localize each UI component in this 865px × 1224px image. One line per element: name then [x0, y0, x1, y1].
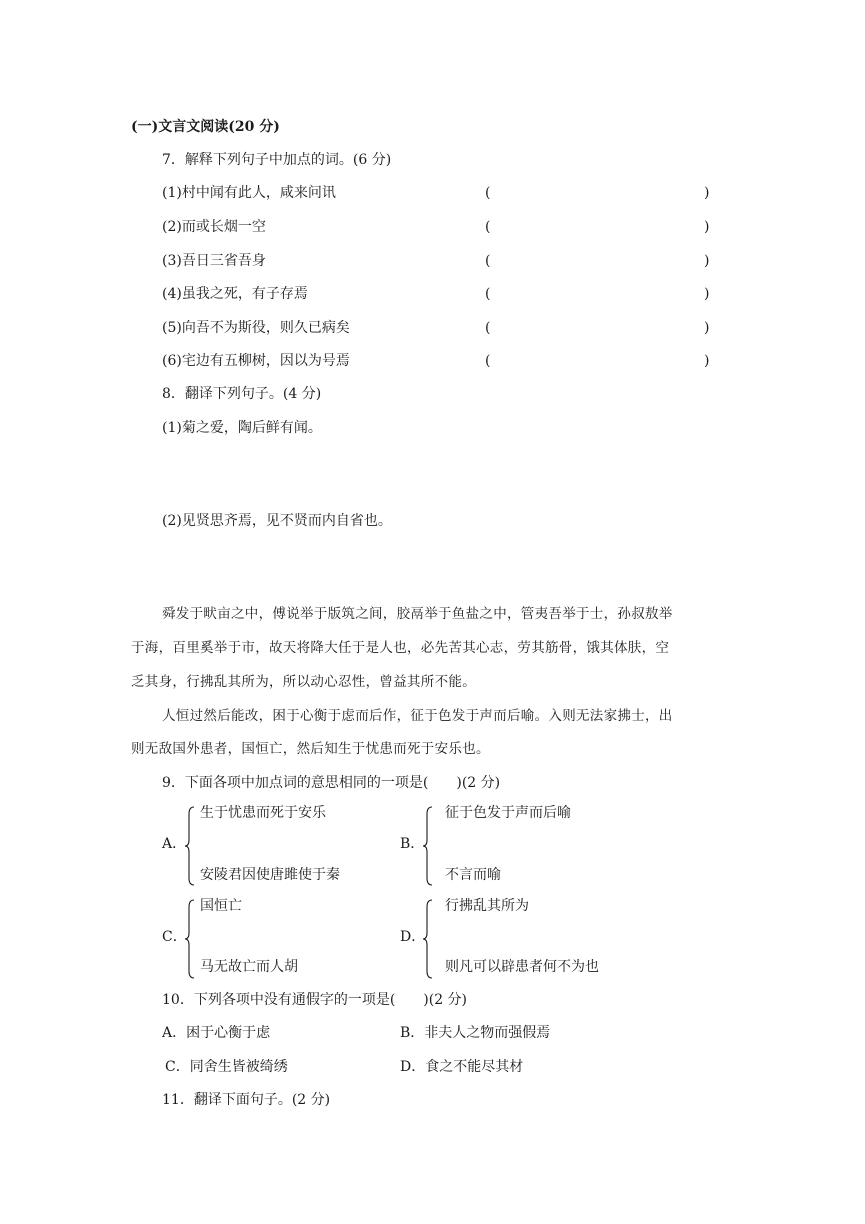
- q7-item-4: (4)虽我之死，有子存焉: [162, 286, 308, 302]
- brace-icon: [185, 899, 195, 979]
- q9-option-b-label: B．: [400, 836, 425, 852]
- answer-paren-close: ): [704, 286, 710, 302]
- answer-paren-open: (: [485, 286, 491, 302]
- section-title: (一)文言文阅读(20 分): [131, 119, 280, 135]
- q10-stem: 10．下列各项中没有通假字的一项是( )(2 分): [162, 992, 468, 1008]
- q9-option-b-top: 征于色发于声而后喻: [445, 805, 571, 821]
- q7-item-6: (6)宅边有五柳树，因以为号焉: [162, 353, 350, 369]
- q9-option-c-bottom: 马无故亡而人胡: [200, 959, 298, 975]
- q8-item-1: (1)菊之爱，陶后鲜有闻。: [162, 420, 322, 436]
- q9-option-a-bottom: 安陵君因使唐雎使于秦: [200, 867, 340, 883]
- q8-item-2: (2)见贤思齐焉，见不贤而内自省也。: [162, 513, 392, 529]
- answer-paren-close: ): [704, 185, 710, 201]
- q7-item-2: (2)而或长烟一空: [162, 219, 266, 235]
- answer-paren-close: ): [704, 353, 710, 369]
- q9-option-c-top: 国恒亡: [200, 898, 242, 914]
- q9-option-a-label: A．: [162, 836, 187, 852]
- q9-option-d-bottom: 则凡可以辟患者何不为也: [445, 959, 599, 975]
- brace-icon: [423, 899, 433, 979]
- q9-stem: 9．下面各项中加点词的意思相同的一项是( )(2 分): [162, 775, 501, 791]
- q9-option-b-bottom: 不言而喻: [445, 867, 501, 883]
- passage-line-1: 舜发于畎亩之中，傅说举于版筑之间，胶鬲举于鱼盐之中，管夷吾举于士，孙叔敖举: [162, 606, 673, 622]
- q7-item-1: (1)村中闻有此人，咸来问讯: [162, 185, 336, 201]
- q11-stem: 11．翻译下面句子。(2 分): [162, 1092, 331, 1108]
- q10-option-d: D．食之不能尽其材: [400, 1059, 524, 1075]
- q9-option-a-top: 生于忧患而死于安乐: [200, 805, 326, 821]
- q7-item-3: (3)吾日三省吾身: [162, 253, 266, 269]
- q10-option-a: A．困于心衡于虑: [162, 1025, 271, 1041]
- answer-paren-open: (: [485, 253, 491, 269]
- answer-paren-close: ): [704, 253, 710, 269]
- passage-line-4: 人恒过然后能改，困于心衡于虑而后作，征于色发于声而后喻。入则无法家拂士，出: [162, 708, 673, 724]
- answer-paren-open: (: [485, 320, 491, 336]
- answer-paren-close: ): [704, 219, 710, 235]
- passage-line-2: 于海，百里奚举于市，故天将降大任于是人也，必先苦其心志，劳其筋骨，饿其体肤，空: [131, 640, 670, 656]
- q9-option-d-label: D．: [400, 929, 426, 945]
- passage-line-5: 则无敌国外患者，国恒亡，然后知生于忧患而死于安乐也。: [131, 741, 490, 757]
- q10-option-c: C．同舍生皆被绮绣: [165, 1059, 288, 1075]
- answer-paren-open: (: [485, 353, 491, 369]
- answer-paren-close: ): [704, 320, 710, 336]
- q7-item-5: (5)向吾不为斯役，则久已病矣: [162, 320, 350, 336]
- brace-icon: [185, 806, 195, 886]
- answer-paren-open: (: [485, 185, 491, 201]
- q10-option-b: B．非夫人之物而强假焉: [400, 1025, 551, 1041]
- passage-line-3: 乏其身，行拂乱其所为，所以动心忍性，曾益其所不能。: [131, 674, 476, 690]
- q7-stem: 7．解释下列句子中加点的词。(6 分): [162, 152, 392, 168]
- q9-option-d-top: 行拂乱其所为: [445, 898, 529, 914]
- brace-icon: [423, 806, 433, 886]
- q8-stem: 8．翻译下列句子。(4 分): [162, 386, 322, 402]
- q9-option-c-label: C．: [162, 929, 187, 945]
- answer-paren-open: (: [485, 219, 491, 235]
